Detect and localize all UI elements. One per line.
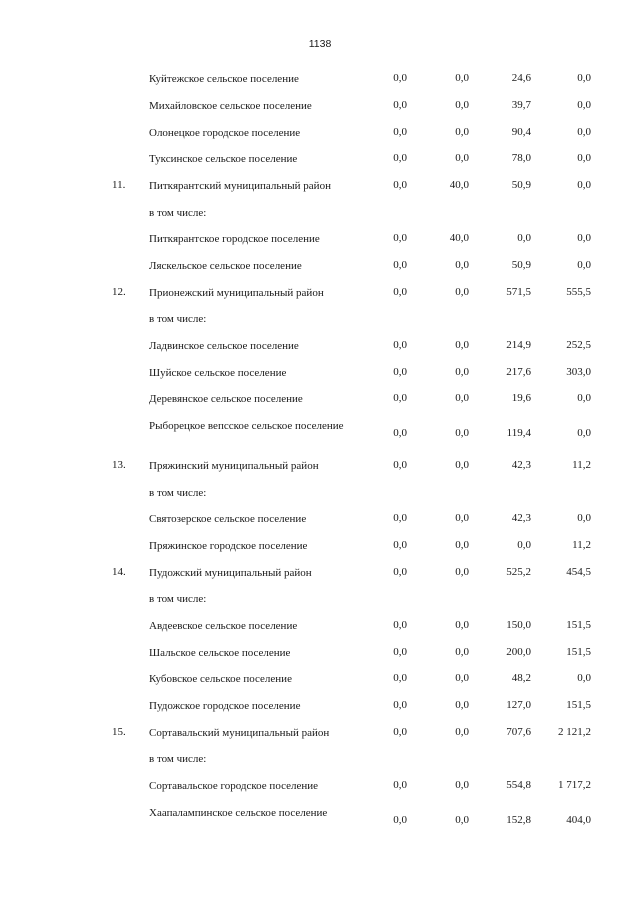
table-row [0, 539, 640, 555]
table-row [0, 459, 640, 475]
row-name: Святозерское сельское поселение [149, 513, 307, 525]
table-row [0, 726, 640, 742]
value-col-3: 50,9 [511, 259, 531, 271]
table-row [0, 206, 640, 222]
value-col-1: 0,0 [393, 366, 407, 378]
value-col-1: 0,0 [393, 566, 407, 578]
table-row [0, 752, 640, 768]
table-row [0, 152, 640, 168]
value-col-3: 707,6 [506, 726, 531, 738]
value-col-4: 11,2 [572, 459, 591, 471]
value-col-4: 555,5 [566, 286, 591, 298]
value-col-4: 0,0 [577, 259, 591, 271]
value-col-1: 0,0 [393, 339, 407, 351]
value-col-2: 0,0 [455, 814, 469, 826]
table-row [0, 232, 640, 248]
value-col-3: 0,0 [517, 539, 531, 551]
value-col-4: 2 121,2 [558, 726, 591, 738]
table-row [0, 179, 640, 195]
value-col-4: 0,0 [577, 99, 591, 111]
value-col-2: 0,0 [455, 286, 469, 298]
value-col-4: 0,0 [577, 512, 591, 524]
value-col-3: 554,8 [506, 779, 531, 791]
table-row [0, 312, 640, 328]
row-number: 14. [112, 566, 126, 578]
row-number: 11. [112, 179, 126, 191]
value-col-4: 151,5 [566, 619, 591, 631]
row-name: Питкярантское городское поселение [149, 233, 320, 245]
row-name: Михайловское сельское поселение [149, 100, 312, 112]
row-name: Шальское сельское поселение [149, 647, 291, 659]
row-name: в том числе: [149, 593, 207, 605]
value-col-2: 40,0 [449, 179, 469, 191]
value-col-3: 78,0 [511, 152, 531, 164]
row-number: 13. [112, 459, 126, 471]
value-col-2: 0,0 [455, 99, 469, 111]
value-col-3: 39,7 [511, 99, 531, 111]
value-col-3: 24,6 [511, 72, 531, 84]
value-col-3: 525,2 [506, 566, 531, 578]
value-col-3: 48,2 [511, 672, 531, 684]
value-col-4: 0,0 [577, 427, 591, 439]
value-col-1: 0,0 [393, 427, 407, 439]
row-name: Шуйское сельское поселение [149, 367, 287, 379]
row-name: в том числе: [149, 313, 207, 325]
value-col-1: 0,0 [393, 646, 407, 658]
value-col-4: 151,5 [566, 699, 591, 711]
table-row [0, 286, 640, 302]
value-col-2: 0,0 [455, 259, 469, 271]
value-col-3: 127,0 [506, 699, 531, 711]
value-col-1: 0,0 [393, 392, 407, 404]
row-name: в том числе: [149, 487, 207, 499]
value-col-3: 119,4 [506, 427, 531, 439]
table-row [0, 619, 640, 635]
row-name: Пряжинское городское поселение [149, 540, 308, 552]
table-row [0, 512, 640, 528]
table-row [0, 646, 640, 662]
table-row [0, 72, 640, 88]
row-name: Пряжинский муниципальный район [149, 460, 319, 472]
value-col-3: 150,0 [506, 619, 531, 631]
value-col-2: 0,0 [455, 539, 469, 551]
value-col-3: 214,9 [506, 339, 531, 351]
value-col-1: 0,0 [393, 512, 407, 524]
row-name: в том числе: [149, 207, 207, 219]
row-number: 15. [112, 726, 126, 738]
value-col-1: 0,0 [393, 72, 407, 84]
table-row [0, 779, 640, 795]
value-col-4: 0,0 [577, 232, 591, 244]
row-name: Сортавальский муниципальный район [149, 727, 330, 739]
table-row [0, 339, 640, 355]
value-col-2: 0,0 [455, 126, 469, 138]
value-col-3: 152,8 [506, 814, 531, 826]
table-row [0, 259, 640, 275]
value-col-4: 0,0 [577, 179, 591, 191]
row-name: Питкярантский муниципальный район [149, 180, 331, 192]
value-col-2: 0,0 [455, 72, 469, 84]
row-name: Деревянское сельское поселение [149, 393, 303, 405]
value-col-4: 151,5 [566, 646, 591, 658]
value-col-1: 0,0 [393, 126, 407, 138]
value-col-1: 0,0 [393, 232, 407, 244]
row-name: Хаапалампинское сельское поселение [149, 807, 328, 819]
value-col-4: 404,0 [566, 814, 591, 826]
table-row [0, 419, 640, 451]
value-col-1: 0,0 [393, 99, 407, 111]
value-col-2: 0,0 [455, 427, 469, 439]
value-col-1: 0,0 [393, 672, 407, 684]
value-col-2: 0,0 [455, 699, 469, 711]
value-col-4: 454,5 [566, 566, 591, 578]
row-name: Пудожское городское поселение [149, 700, 301, 712]
value-col-4: 0,0 [577, 72, 591, 84]
table-row [0, 486, 640, 502]
page-number: 1138 [308, 38, 332, 50]
value-col-2: 0,0 [455, 726, 469, 738]
value-col-3: 19,6 [511, 392, 531, 404]
value-col-4: 0,0 [577, 672, 591, 684]
table-row [0, 126, 640, 142]
value-col-4: 11,2 [572, 539, 591, 551]
row-name: Ладвинское сельское поселение [149, 340, 299, 352]
row-name: Сортавальское городское поселение [149, 780, 319, 792]
value-col-2: 0,0 [455, 646, 469, 658]
value-col-2: 0,0 [455, 512, 469, 524]
row-name: Туксинское сельское поселение [149, 153, 298, 165]
row-name: Пудожский муниципальный район [149, 567, 312, 579]
value-col-1: 0,0 [393, 259, 407, 271]
row-name: Рыборецкое вепсское сельское поселение [149, 420, 344, 432]
table-row [0, 672, 640, 688]
value-col-1: 0,0 [393, 179, 407, 191]
table-row [0, 392, 640, 408]
row-name: Ляскельское сельское поселение [149, 260, 302, 272]
row-number: 12. [112, 286, 126, 298]
value-col-1: 0,0 [393, 779, 407, 791]
value-col-2: 0,0 [455, 672, 469, 684]
table-row [0, 592, 640, 608]
value-col-3: 571,5 [506, 286, 531, 298]
value-col-4: 0,0 [577, 152, 591, 164]
table-row [0, 806, 640, 838]
value-col-2: 0,0 [455, 779, 469, 791]
value-col-2: 0,0 [455, 366, 469, 378]
value-col-1: 0,0 [393, 539, 407, 551]
table-row [0, 699, 640, 715]
value-col-4: 1 717,2 [558, 779, 591, 791]
row-name: Олонецкое городское поселение [149, 127, 301, 139]
value-col-4: 252,5 [566, 339, 591, 351]
value-col-2: 0,0 [455, 152, 469, 164]
row-name: Кубовское сельское поселение [149, 673, 292, 685]
value-col-2: 0,0 [455, 566, 469, 578]
value-col-1: 0,0 [393, 814, 407, 826]
value-col-1: 0,0 [393, 459, 407, 471]
value-col-4: 0,0 [577, 392, 591, 404]
row-name: Куйтежское сельское поселение [149, 73, 299, 85]
value-col-2: 0,0 [455, 392, 469, 404]
value-col-2: 0,0 [455, 459, 469, 471]
value-col-3: 0,0 [517, 232, 531, 244]
table-row [0, 99, 640, 115]
value-col-3: 42,3 [511, 459, 531, 471]
value-col-2: 0,0 [455, 619, 469, 631]
value-col-3: 42,3 [511, 512, 531, 524]
value-col-3: 90,4 [511, 126, 531, 138]
value-col-1: 0,0 [393, 619, 407, 631]
value-col-3: 217,6 [506, 366, 531, 378]
value-col-1: 0,0 [393, 286, 407, 298]
table-row [0, 366, 640, 382]
row-name: Авдеевское сельское поселение [149, 620, 298, 632]
value-col-2: 0,0 [455, 339, 469, 351]
value-col-1: 0,0 [393, 699, 407, 711]
row-name: Прионежский муниципальный район [149, 287, 324, 299]
value-col-4: 0,0 [577, 126, 591, 138]
value-col-1: 0,0 [393, 726, 407, 738]
value-col-4: 303,0 [566, 366, 591, 378]
row-name: в том числе: [149, 753, 207, 765]
value-col-1: 0,0 [393, 152, 407, 164]
table-row [0, 566, 640, 582]
value-col-2: 40,0 [449, 232, 469, 244]
value-col-3: 50,9 [511, 179, 531, 191]
value-col-3: 200,0 [506, 646, 531, 658]
